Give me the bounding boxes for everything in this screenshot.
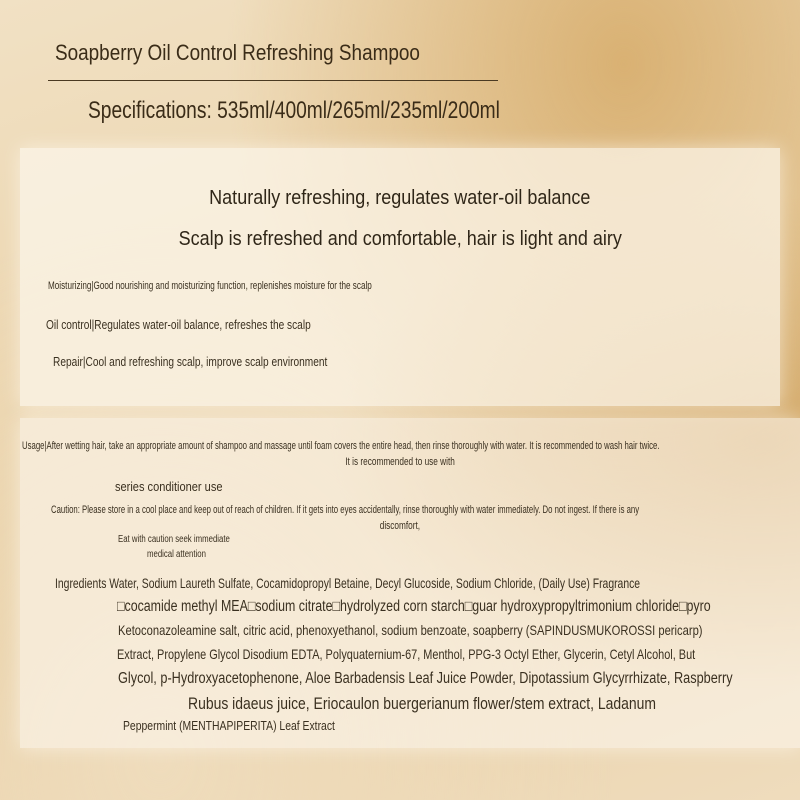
headline-refreshing: Naturally refreshing, regulates water-oil balance [209, 187, 591, 209]
usage-series-conditioner: series conditioner use [115, 479, 223, 494]
feature-moisturizing: Moisturizing|Good nourishing and moisturizing function, replenishes moisture for the scalp [48, 280, 372, 292]
caution-line-2: discomfort, [379, 520, 421, 532]
feature-oil-control: Oil control|Regulates water-oil balance, refreshes the scalp [46, 317, 311, 332]
usage-line-1: Usage|After wetting hair, take an appropriate amount of shampoo and massage until foam covers the entire head, then rinse thoroughly with water. It is recommended to wash hair twice. [22, 440, 660, 452]
ingredients-line-7: Peppermint (MENTHAPIPERITA) Leaf Extract [123, 718, 335, 733]
headline-scalp: Scalp is refreshed and comfortable, hair is light and airy [178, 228, 622, 250]
ingredients-line-1: Ingredients Water, Sodium Laureth Sulfate, Cocamidopropyl Betaine, Decyl Glucoside, Sodium Chloride, (Daily Use) Fragrance [55, 575, 641, 591]
caution-line-3: Eat with caution seek immediate [118, 534, 230, 545]
ingredients-line-2: □cocamide methyl MEA□sodium citrate□hydrolyzed corn starch□guar hydroxypropyltrimonium chloride□pyro [117, 598, 711, 615]
product-title: Soapberry Oil Control Refreshing Shampoo [55, 40, 420, 65]
ingredients-line-6: Rubus idaeus juice, Eriocaulon buergerianum flower/stem extract, Ladanum [188, 694, 657, 713]
caution-line-4: medical attention [147, 549, 206, 560]
title-underline [48, 80, 498, 81]
feature-repair: Repair|Cool and refreshing scalp, improve scalp environment [53, 354, 328, 369]
ingredients-line-4: Extract, Propylene Glycol Disodium EDTA, Polyquaternium-67, Menthol, PPG-3 Octyl Ether, Glycerin, Cetyl Alcohol, But [117, 646, 696, 662]
ingredients-line-5: Glycol, p-Hydroxyacetophenone, Aloe Barbadensis Leaf Juice Powder, Dipotassium Glycyrrhizate, Raspberry [118, 670, 733, 687]
specifications: Specifications: 535ml/400ml/265ml/235ml/200ml [88, 97, 500, 124]
caution-line-1: Caution: Please store in a cool place and keep out of reach of children. If it gets into eyes accidentally, rinse thoroughly with water immediately. Do not ingest. If there is any [51, 504, 640, 516]
usage-line-2: It is recommended to use with [345, 456, 455, 468]
ingredients-line-3: Ketoconazoleamine salt, citric acid, phenoxyethanol, sodium benzoate, soapberry (SAPINDUSMUKOROSSI pericarp) [118, 622, 703, 638]
